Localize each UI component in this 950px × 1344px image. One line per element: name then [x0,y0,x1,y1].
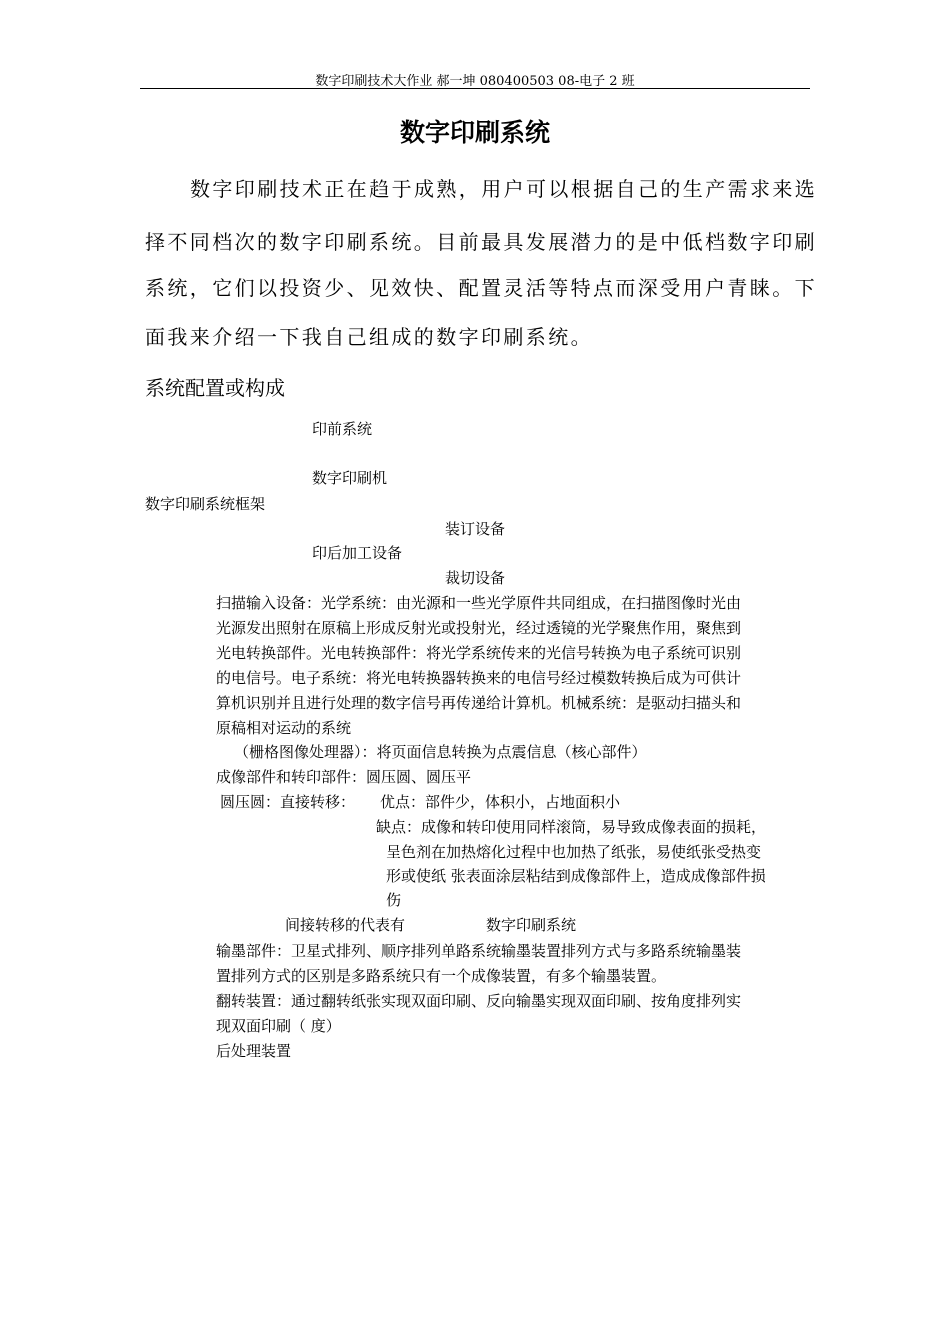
body-line: 算机识别并且进行处理的数字信号再传递给计算机。机械系统：是驱动扫描头和 [216,694,742,712]
body-line: 原稿相对运动的系统 [216,719,352,737]
intro-line: 数字印刷技术正在趋于成熟，用户可以根据自己的生产需求来选 [190,177,818,201]
body-line: 光电转换部件。光电转换部件：将光学系统传来的光信号转换为电子系统可识别 [216,644,742,662]
direct-transfer-label: 圆压圆：直接转移： [220,793,356,811]
flip-line: 翻转装置：通过翻转纸张实现双面印刷、反向输墨实现双面印刷、按角度排列实 [216,992,742,1010]
imaging-line: 成像部件和转印部件：圆压圆、圆压平 [216,768,472,786]
post-processing-line: 后处理装置 [216,1042,292,1060]
framework-root: 数字印刷系统框架 [145,495,266,513]
framework-cutting: 裁切设备 [445,569,506,587]
intro-line: 择不同档次的数字印刷系统。目前最具发展潜力的是中低档数字印刷 [145,230,817,254]
direct-transfer-cons-line: 呈色剂在加热熔化过程中也加热了纸张，易使纸张受热变 [386,843,762,861]
body-line: 光源发出照射在原稿上形成反射光或投射光，经过透镜的光学聚焦作用，聚焦到 [216,619,742,637]
header-rule [140,88,810,89]
framework-postpress: 印后加工设备 [312,544,403,562]
direct-transfer-cons-line: 缺点：成像和转印使用同样滚筒，易导致成像表面的损耗， [376,818,767,836]
indirect-transfer-label: 间接转移的代表有 [285,916,406,934]
flip-line: 现双面印刷（ 度） [216,1017,341,1035]
inking-line: 输墨部件：卫星式排列、顺序排列单路系统输墨装置排列方式与多路系统输墨装 [216,942,742,960]
body-line: 的电信号。电子系统：将光电转换器转换来的电信号经过模数转换后成为可供计 [216,669,742,687]
rip-line: （栅格图像处理器）：将页面信息转换为点震信息（核心部件） [234,743,647,761]
direct-transfer-pros: 优点：部件少，体积小，占地面积小 [380,793,621,811]
direct-transfer-cons-line: 形或使纸 张表面涂层粘结到成像部件上，造成成像部件损 [386,867,766,885]
intro-line: 面我来介绍一下我自己组成的数字印刷系统。 [145,325,593,349]
indirect-transfer-value: 数字印刷系统 [486,916,577,934]
intro-line: 系统，它们以投资少、见效快、配置灵活等特点而深受用户青睐。下 [145,276,817,300]
document-title: 数字印刷系统 [399,118,550,147]
direct-transfer-cons-line: 伤 [386,891,402,909]
page-header: 数字印刷技术大作业 郝一坤 080400503 08-电子 2 班 [315,74,635,89]
inking-line: 置排列方式的区别是多路系统只有一个成像装置，有多个输墨装置。 [216,967,667,985]
section-heading: 系统配置或构成 [145,376,285,400]
framework-printer: 数字印刷机 [312,469,388,487]
body-line: 扫描输入设备：光学系统：由光源和一些光学原件共同组成，在扫描图像时光由 [216,594,742,612]
framework-prepress: 印前系统 [312,420,373,438]
framework-binding: 装订设备 [445,520,506,538]
